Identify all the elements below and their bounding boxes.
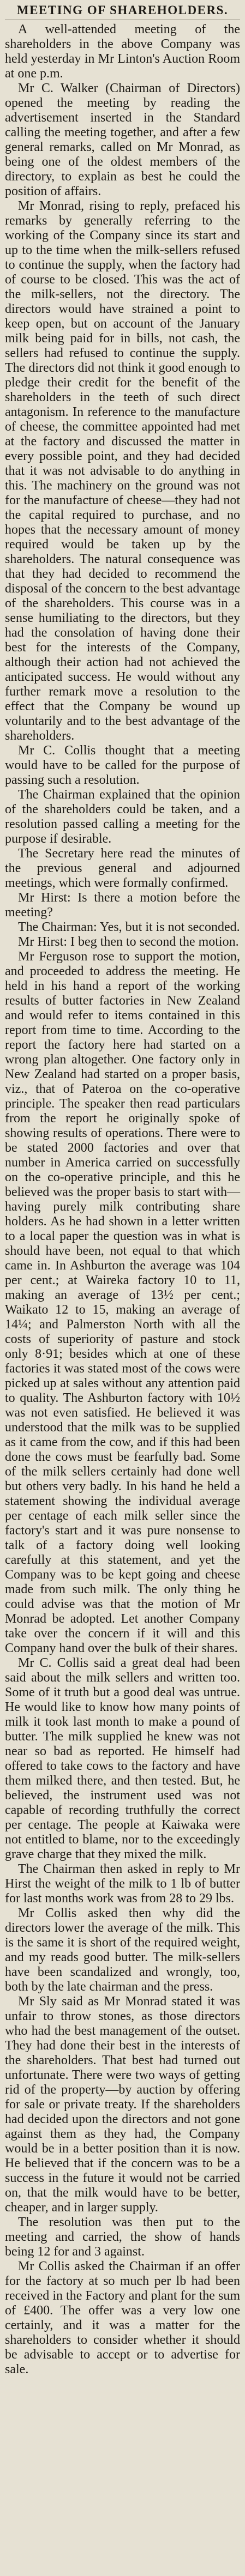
- article-paragraph: Mr Ferguson rose to support the motion, and proceeded to address the meeting. He held in his hand a report of the working results of butter factories in New Zealand and would refer to items contained in this report from time to time. According to the report the factory here had started on a wrong plan altogether. One factory only in New Zealand had started on a proper basis, viz., that of Pateroa on the co-operative principle. The speaker then read particulars from the report he originally spoke of showing results of operations. There were to be stated 2000 factories and over that number in America carried on successfully on the co-operative principle, and this he believed was the proper basis to start with—having purely milk contributing share holders. As he had shown in a letter written to a local paper the question was in what is should have been, not equal to that which came in. In Ashburton the average was 104 per cent.; at Waireka factory 10 to 11, making an average of 13½ per cent.; Waikato 12 to 15, making an average of 14¼; and Palmerston North with all the costs of superiority of pasture and stock only 8·91; besides which at one of these factories it was stated most of the cows were picked up at sales without any attention paid to quality. The Ashburton factory with 10½ was not even satisfied. He believed it was understood that the milk was to be supplied as it came from the cow, and if this had been done the cows must be fearfully bad. Some of the milk sellers certainly had done well but others very badly. In his hand he held a statement showing the individual average per centage of each milk seller since the factory's start and it was pure nonsense to talk of a factory doing well looking carefully at this statement, and yet the Company was to be kept going and cheese made from such milk. The only thing he could advise was that the motion of Mr Monrad be adopted. Let another Company take over the concern if it will and this Company hand over the bulk of their shares.: [5, 950, 240, 1655]
- article-paragraph: The resolution was then put to the meeting and carried, the show of hands being 12 for and 3 against.: [5, 2215, 240, 2259]
- article-headline: MEETING OF SHAREHOLDERS.: [5, 3, 240, 20]
- article-paragraph: Mr C. Walker (Chairman of Directors) opened the meeting by reading the advertisement inserted in the Standard calling the meeting together, and after a few general remarks, called on Mr Monrad, as being one of the oldest members of the directory, to explain as best he could the position of affairs.: [5, 81, 240, 198]
- article-paragraph: Mr Sly said as Mr Monrad stated it was unfair to throw stones, as those directors who had the best management of the outset. They had done their best in the interests of the shareholders. That best had turned out unfortunate. There were two ways of getting rid of the property—by auction by offering for sale or private treaty. If the shareholders had decided upon the directors and not gone against them as they had, the Company would be in a better position than it is now. He believed that if the concern was to be a success in the future it would not be carried on, that the milk would have to be better, cheaper, and in larger supply.: [5, 1994, 240, 2215]
- article-paragraph: The Secretary here read the minutes of the previous general and adjourned meetings, which were formally confirmed.: [5, 846, 240, 890]
- article-paragraph: Mr Monrad, rising to reply, prefaced his remarks by generally referring to the working of the Company since its start and up to the time when the milk-sellers refused to continue the supply, when the factory had of course to be closed. This was the act of the milk-sellers, not the directory. The directors would have strained a point to keep open, but on account of the January milk being paid for in bills, not cash, the sellers had refused to continue the supply. The directors did not think it good enough to pledge their credit for the benefit of the shareholders in the teeth of such direct antagonism. In reference to the manufacture of cheese, the committee appointed had met at the factory and discussed the matter in every possible point, and they had decided that it was not advisable to do anything in this. The machinery on the ground was not for the manufacture of cheese—they had not the capital required to purchase, and no hopes that the necessary amount of money required would be taken up by the shareholders. The natural consequence was that they had decided to recommend the disposal of the concern to the best advantage of the shareholders. This course was in a sense humiliating to the directors, but they had the consolation of having done their best for the interests of the Company, although their action had not achieved the anticipated success. He would without any further remark move a resolution to the effect that the Company be wound up voluntarily and to the best advantage of the shareholders.: [5, 199, 240, 743]
- article-paragraph: The Chairman explained that the opinion of the shareholders could be taken, and a resolution passed calling a meeting for the purpose if desirable.: [5, 788, 240, 846]
- article-paragraph: The Chairman then asked in reply to Mr Hirst the weight of the milk to 1 lb of butter for last months work was from 28 to 29 lbs.: [5, 1862, 240, 1906]
- article-paragraph: A well-attended meeting of the shareholders in the above Company was held yesterday in Mr Linton's Auction Room at one p.m.: [5, 22, 240, 81]
- article-paragraph: Mr C. Collis said a great deal had been said about the milk sellers and written too. Some of it truth but a good deal was untrue. He would like to know how many points of milk it took last month to make a pound of butter. The milk supplied he knew was not near so bad as reported. He himself had offered to take cows to the factory and have them milked there, and then tested. But, he believed, the instrument used was not capable of recording truthfully the correct per centage. The people at Kaiwaka were not entitled to blame, nor to the exceedingly grave charge that they mixed the milk.: [5, 1656, 240, 1861]
- article-paragraph: Mr Hirst: I beg then to second the motion.: [18, 935, 239, 949]
- article-paragraph: Mr Collis asked the Chairman if an offer for the factory at so much per lb had been received in the Factory and plant for the sum of £400. The offer was a very low one certainly, and it was a matter for the shareholders to consider whether it should be advisable to accept or to advertise for sale.: [5, 2259, 240, 2377]
- article-paragraph: The Chairman: Yes, but it is not seconded.: [18, 920, 240, 934]
- article-paragraph: Mr C. Collis thought that a meeting would have to be called for the purpose of passing such a resolution.: [5, 743, 240, 787]
- article-body: [5, 22, 240, 2377]
- article-paragraph: Mr Collis asked then why did the directors lower the average of the milk. This is the same it is short of the required weight, and my reads good butter. The milk-sellers have been scandalized and wrongly, too, both by the late chairman and the press.: [5, 1906, 240, 1994]
- article-paragraph: Mr Hirst: Is there a motion before the meeting?: [5, 891, 240, 920]
